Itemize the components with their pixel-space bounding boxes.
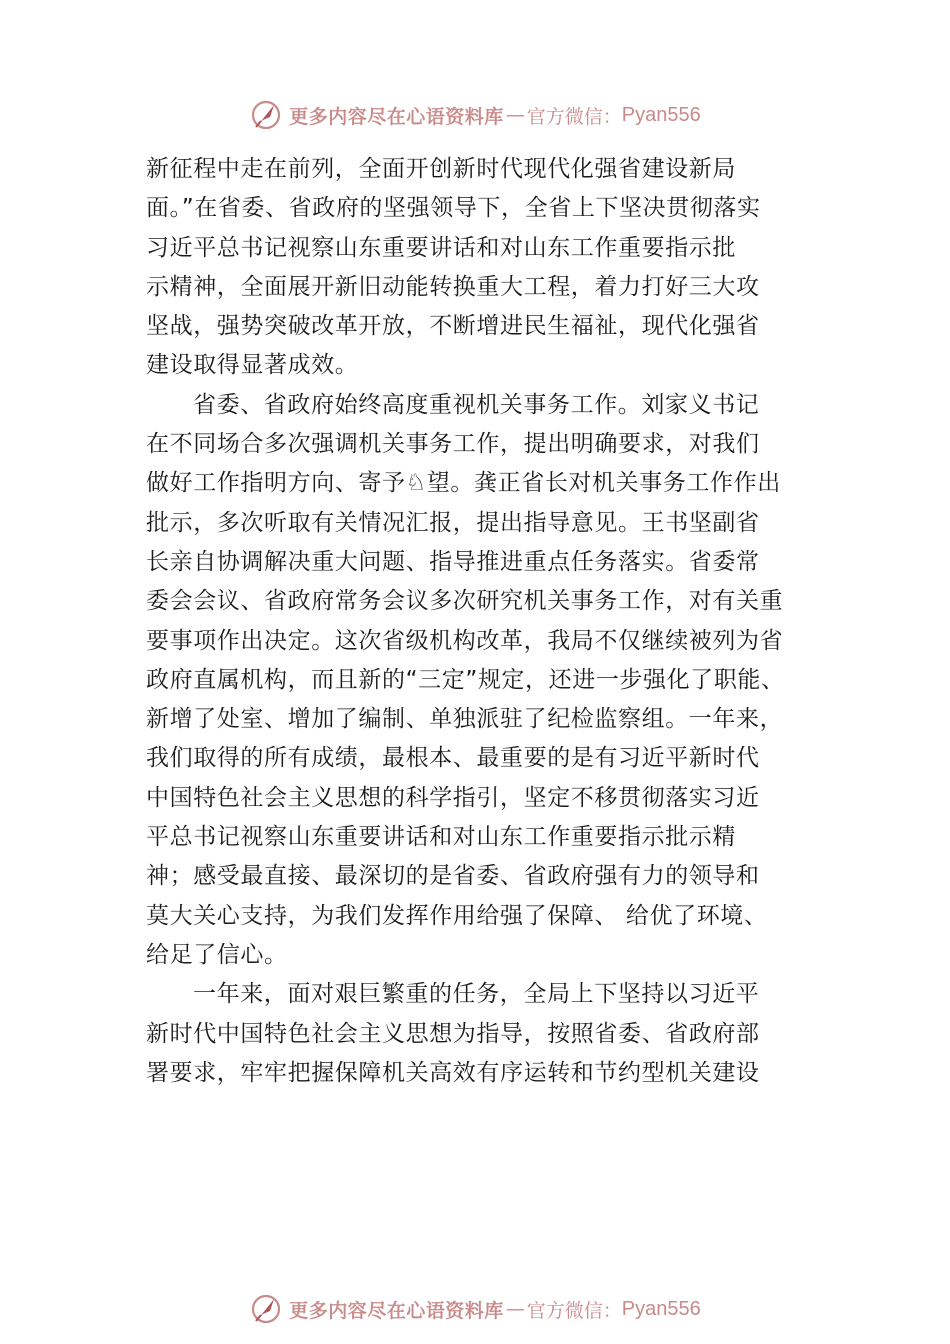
text-line: 委会会议、省政府常务会议多次研究机关事务工作，对有关重 — [146, 588, 784, 615]
text-line: 习近平总书记视察山东重要讲话和对山东工作重要指示批 — [146, 234, 736, 261]
watermark-wechat-id: Pyan556 — [621, 103, 701, 126]
watermark-main-text: 更多内容尽在心语资料库 — [289, 1299, 504, 1322]
paragraph-start-line: 省委、省政府始终高度重视机关事务工作。刘家义书记 — [193, 391, 760, 418]
watermark-wechat-label: 官方微信： — [526, 105, 622, 128]
text-line: 做好工作指明方向、寄予♘望。龚正省长对机关事务工作作出 — [146, 470, 781, 497]
text-line: 神；感受最直接、最深切的是省委、省政府强有力的领导和 — [146, 863, 760, 890]
text-line: 莫大关心支持，为我们发挥作用给强了保障、 给优了环境、 — [146, 902, 768, 929]
watermark-main-text: 更多内容尽在心语资料库 — [289, 105, 504, 128]
text-line: 坚战，强势突破改革开放，不断增进民生福祉，现代化强省 — [146, 313, 760, 340]
text-line: 新征程中走在前列，全面开创新时代现代化强省建设新局 — [146, 156, 736, 182]
header-watermark — [0, 95, 950, 135]
text-line: 政府直属机构，而且新的“三定”规定，还进一步强化了职能、 — [146, 666, 785, 693]
text-line: 中国特色社会主义思想的科学指引，坚定不移贯彻落实习近 — [146, 784, 760, 811]
text-line: 长亲自协调解决重大问题、指导推进重点任务落实。省委常 — [146, 548, 760, 575]
text-line: 建设取得显著成效。 — [146, 352, 359, 379]
text-line: 平总书记视察山东重要讲话和对山东工作重要指示批示精 — [146, 824, 736, 851]
document-body — [146, 150, 846, 1093]
text-line: 我们取得的所有成绩，最根本、最重要的是有习近平新时代 — [146, 745, 760, 772]
text-line: 要事项作出决定。这次省级机构改革，我局不仅继续被列为省 — [146, 627, 784, 654]
text-line: 新增了处室、增加了编制、单独派驻了纪检监察组。一年来， — [146, 706, 784, 733]
quill-logo-icon — [249, 98, 283, 132]
text-line: 批示，多次听取有关情况汇报，提出指导意见。王书坚副省 — [146, 509, 760, 536]
watermark-dash: — — [505, 1298, 525, 1320]
paragraph-start-line: 一年来，面对艰巨繁重的任务，全局上下坚持以习近平 — [193, 981, 760, 1008]
text-line: 给足了信心。 — [146, 941, 288, 968]
watermark-wechat-label: 官方微信： — [526, 1299, 622, 1322]
text-line: 新时代中国特色社会主义思想为指导，按照省委、省政府部 — [146, 1020, 760, 1047]
footer-watermark — [0, 1289, 950, 1329]
quill-logo-icon — [249, 1292, 283, 1326]
watermark-wechat-id: Pyan556 — [621, 1297, 701, 1320]
text-line: 示精神，全面展开新旧动能转换重大工程，着力打好三大攻 — [146, 273, 760, 300]
text-line: 在不同场合多次强调机关事务工作，提出明确要求，对我们 — [146, 431, 760, 458]
text-line: 署要求，牢牢把握保障机关高效有序运转和节约型机关建设 — [146, 1059, 760, 1086]
watermark-dash: — — [505, 104, 525, 126]
text-line: 面。”在省委、省政府的坚强领导下，全省上下坚决贯彻落实 — [146, 195, 761, 222]
